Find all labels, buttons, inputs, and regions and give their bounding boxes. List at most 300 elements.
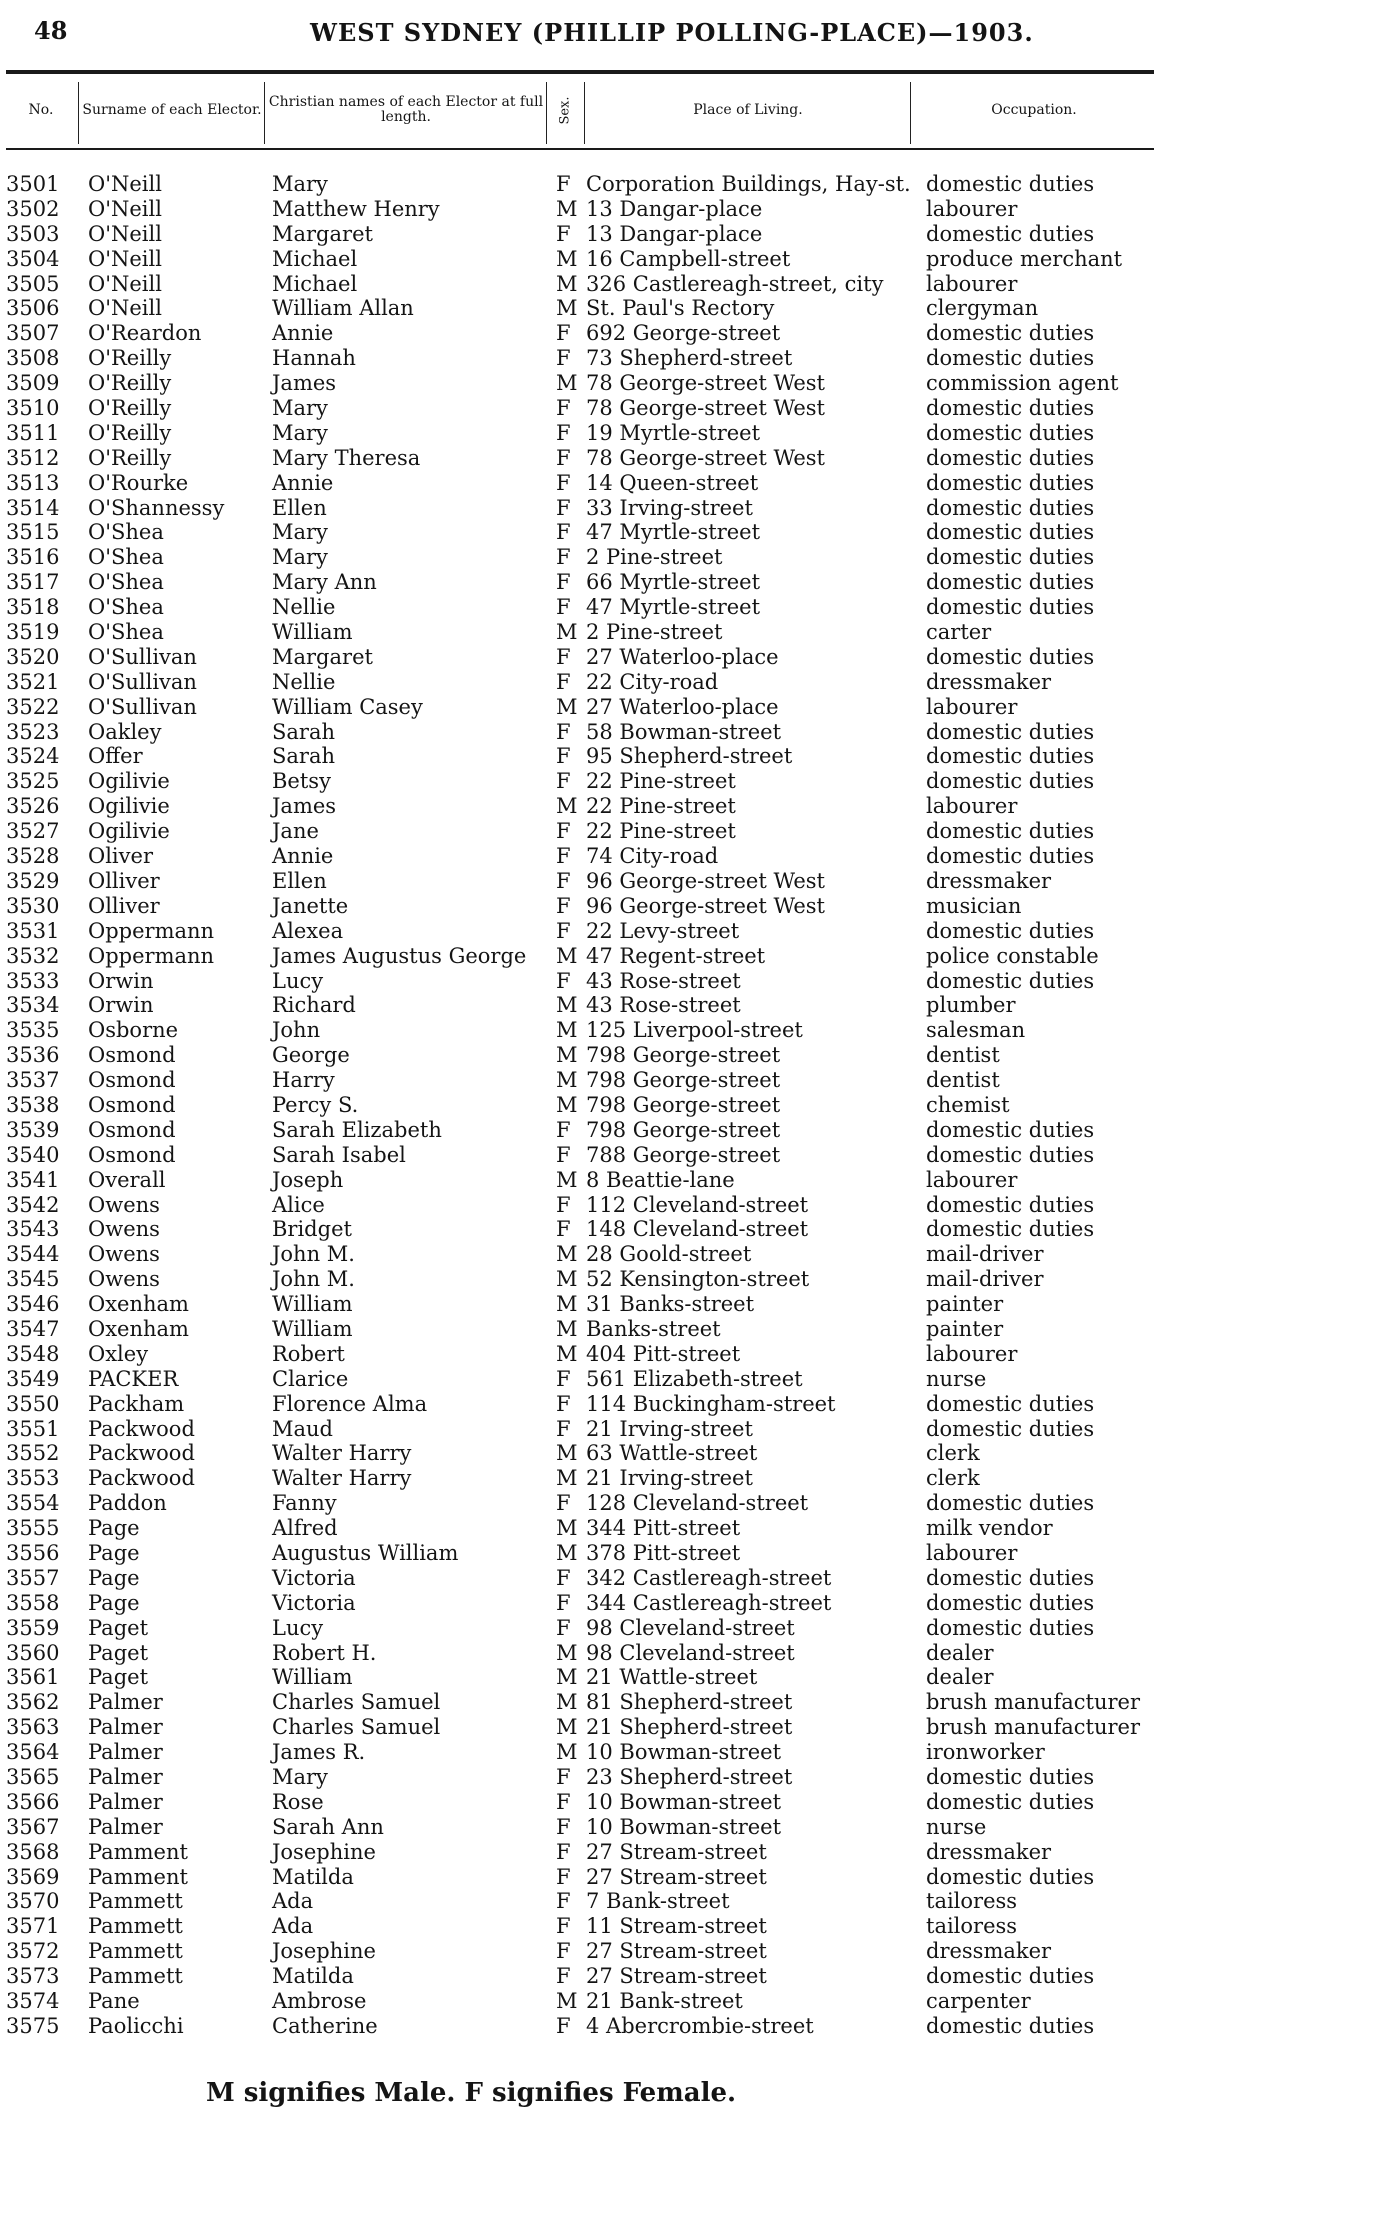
christian-names: Nellie bbox=[272, 669, 336, 694]
christian-names: James R. bbox=[272, 1740, 366, 1765]
table-row bbox=[0, 1541, 1382, 1566]
occupation: tailoress bbox=[926, 1914, 1018, 1939]
sex: M bbox=[556, 993, 578, 1018]
elector-number: 3575 bbox=[6, 2013, 60, 2038]
elector-number: 3502 bbox=[6, 196, 60, 221]
place-of-living: 78 George-street West bbox=[586, 396, 825, 421]
place-of-living: 27 Waterloo-place bbox=[586, 694, 779, 719]
christian-names: Charles Samuel bbox=[272, 1715, 441, 1740]
table-row bbox=[0, 1143, 1382, 1168]
place-of-living: Banks-street bbox=[586, 1316, 721, 1341]
column-divider bbox=[584, 82, 585, 144]
column-divider bbox=[910, 82, 911, 144]
place-of-living: 98 Cleveland-street bbox=[586, 1640, 795, 1665]
sex: M bbox=[556, 246, 578, 271]
surname: Packwood bbox=[88, 1416, 195, 1441]
place-of-living: 13 Dangar-place bbox=[586, 221, 763, 246]
sex: F bbox=[556, 1217, 571, 1242]
occupation: domestic duties bbox=[926, 1491, 1095, 1516]
table-row bbox=[0, 1790, 1382, 1815]
sex: M bbox=[556, 371, 578, 396]
place-of-living: 404 Pitt-street bbox=[586, 1341, 741, 1366]
header-rule-top bbox=[6, 70, 1154, 74]
table-row bbox=[0, 1964, 1382, 1989]
place-of-living: 378 Pitt-street bbox=[586, 1540, 741, 1565]
surname: Owens bbox=[88, 1192, 160, 1217]
table-row bbox=[0, 1392, 1382, 1417]
place-of-living: 22 Pine-street bbox=[586, 794, 736, 819]
place-of-living: 19 Myrtle-street bbox=[586, 420, 761, 445]
place-of-living: 344 Castlereagh-street bbox=[586, 1590, 832, 1615]
surname: O'Shea bbox=[88, 595, 164, 620]
sex: F bbox=[556, 495, 571, 520]
occupation: domestic duties bbox=[926, 321, 1095, 346]
table-row bbox=[0, 1043, 1382, 1068]
surname: Pamment bbox=[88, 1864, 188, 1889]
surname: Pammett bbox=[88, 1964, 183, 1989]
footer-note bbox=[0, 2078, 1382, 2108]
elector-number: 3567 bbox=[6, 1814, 60, 1839]
surname: Offer bbox=[88, 744, 143, 769]
place-of-living: 798 George-street bbox=[586, 1068, 781, 1093]
elector-number: 3536 bbox=[6, 1043, 60, 1068]
surname: Page bbox=[88, 1540, 140, 1565]
occupation: nurse bbox=[926, 1814, 987, 1839]
christian-names: Mary Ann bbox=[272, 570, 377, 595]
place-of-living: 21 Wattle-street bbox=[586, 1665, 758, 1690]
table-row bbox=[0, 1466, 1382, 1491]
surname: Page bbox=[88, 1590, 140, 1615]
place-of-living: 128 Cleveland-street bbox=[586, 1491, 809, 1516]
surname: Palmer bbox=[88, 1765, 163, 1789]
place-of-living: 788 George-street bbox=[586, 1142, 781, 1167]
table-row bbox=[0, 346, 1382, 371]
surname: Ogilivie bbox=[88, 769, 170, 794]
surname: Osmond bbox=[88, 1142, 176, 1167]
christian-names: Walter Harry bbox=[272, 1441, 412, 1466]
place-of-living: 7 Bank-street bbox=[586, 1889, 730, 1914]
surname: Osmond bbox=[88, 1043, 176, 1068]
christian-names: William bbox=[272, 620, 353, 645]
occupation: dealer bbox=[926, 1665, 994, 1690]
table-row bbox=[0, 744, 1382, 769]
elector-number: 3514 bbox=[6, 495, 60, 520]
place-of-living: 78 George-street West bbox=[586, 445, 825, 470]
christian-names: Mary bbox=[272, 172, 328, 196]
surname: Oppermann bbox=[88, 943, 215, 968]
christian-names: Robert bbox=[272, 1341, 345, 1366]
place-of-living: 31 Banks-street bbox=[586, 1292, 755, 1317]
elector-number: 3532 bbox=[6, 943, 60, 968]
christian-names: Lucy bbox=[272, 1615, 324, 1640]
elector-number: 3527 bbox=[6, 819, 60, 844]
occupation: brush manufacturer bbox=[926, 1690, 1140, 1715]
place-of-living: 326 Castlereagh-street, city bbox=[586, 271, 884, 296]
elector-number: 3539 bbox=[6, 1117, 60, 1142]
elector-number: 3572 bbox=[6, 1939, 60, 1964]
elector-number: 3573 bbox=[6, 1964, 60, 1989]
christian-names: Mary bbox=[272, 396, 328, 421]
occupation: domestic duties bbox=[926, 595, 1095, 620]
christian-names: Hannah bbox=[272, 346, 356, 371]
table-row bbox=[0, 595, 1382, 620]
sex: M bbox=[556, 1316, 578, 1341]
place-of-living: 22 Pine-street bbox=[586, 819, 736, 844]
occupation: labourer bbox=[926, 271, 1018, 296]
christian-names: Margaret bbox=[272, 644, 373, 669]
surname: Owens bbox=[88, 1267, 160, 1292]
table-row bbox=[0, 1740, 1382, 1765]
place-of-living: 47 Myrtle-street bbox=[586, 520, 761, 545]
place-of-living: 52 Kensington-street bbox=[586, 1267, 810, 1292]
occupation: milk vendor bbox=[926, 1516, 1053, 1541]
surname: Palmer bbox=[88, 1715, 163, 1740]
table-row bbox=[0, 1068, 1382, 1093]
sex: F bbox=[556, 172, 571, 196]
elector-number: 3531 bbox=[6, 918, 60, 943]
occupation: domestic duties bbox=[926, 495, 1095, 520]
place-of-living: 22 Pine-street bbox=[586, 769, 736, 794]
occupation: domestic duties bbox=[926, 1117, 1095, 1142]
occupation: produce merchant bbox=[926, 246, 1123, 271]
occupation: domestic duties bbox=[926, 346, 1095, 371]
occupation: painter bbox=[926, 1292, 1004, 1317]
occupation: commission agent bbox=[926, 371, 1119, 396]
christian-names: Joseph bbox=[272, 1167, 344, 1192]
surname: Paget bbox=[88, 1640, 149, 1665]
occupation: labourer bbox=[926, 1341, 1018, 1366]
christian-names: Margaret bbox=[272, 221, 373, 246]
sex: F bbox=[556, 644, 571, 669]
christian-names: William bbox=[272, 1316, 353, 1341]
elector-number: 3534 bbox=[6, 993, 60, 1018]
sex: F bbox=[556, 819, 571, 844]
place-of-living: 148 Cleveland-street bbox=[586, 1217, 809, 1242]
christian-names: Sarah bbox=[272, 719, 335, 744]
surname: O'Reilly bbox=[88, 445, 172, 470]
table-row bbox=[0, 695, 1382, 720]
table-row bbox=[0, 272, 1382, 297]
sex: M bbox=[556, 1242, 578, 1267]
sex: F bbox=[556, 1839, 571, 1864]
surname: O'Shea bbox=[88, 570, 164, 595]
elector-number: 3516 bbox=[6, 545, 60, 570]
surname: Page bbox=[88, 1516, 140, 1541]
occupation: domestic duties bbox=[926, 2013, 1095, 2038]
surname: O'Reilly bbox=[88, 420, 172, 445]
place-of-living: 63 Wattle-street bbox=[586, 1441, 758, 1466]
sex: F bbox=[556, 420, 571, 445]
christian-names: Augustus William bbox=[272, 1540, 459, 1565]
column-divider bbox=[78, 82, 79, 144]
table-row bbox=[0, 1217, 1382, 1242]
surname: O'Neill bbox=[88, 196, 162, 221]
column-headers bbox=[6, 76, 1154, 144]
christian-names: Harry bbox=[272, 1068, 335, 1093]
place-of-living: 21 Shepherd-street bbox=[586, 1715, 793, 1740]
elector-number: 3566 bbox=[6, 1789, 60, 1814]
surname: Oxenham bbox=[88, 1316, 189, 1341]
table-row bbox=[0, 1665, 1382, 1690]
sex: F bbox=[556, 1391, 571, 1416]
sex: M bbox=[556, 271, 578, 296]
sex: F bbox=[556, 893, 571, 918]
table-row bbox=[0, 919, 1382, 944]
table-row bbox=[0, 1989, 1382, 2014]
sex: F bbox=[556, 470, 571, 495]
column-header-surname: Surname of each Elector. bbox=[82, 101, 262, 118]
christian-names: Matilda bbox=[272, 1964, 354, 1989]
surname: Paget bbox=[88, 1665, 149, 1690]
elector-number: 3526 bbox=[6, 794, 60, 819]
surname: Pamment bbox=[88, 1839, 188, 1864]
occupation: domestic duties bbox=[926, 396, 1095, 421]
place-of-living: 66 Myrtle-street bbox=[586, 570, 761, 595]
christian-names: Janette bbox=[272, 893, 349, 918]
elector-number: 3511 bbox=[6, 420, 60, 445]
occupation: domestic duties bbox=[926, 1565, 1095, 1590]
surname: O'Neill bbox=[88, 221, 162, 246]
elector-number: 3574 bbox=[6, 1989, 60, 2014]
elector-number: 3501 bbox=[6, 172, 60, 196]
surname: O'Sullivan bbox=[88, 694, 197, 719]
sex: M bbox=[556, 1441, 578, 1466]
surname: Owens bbox=[88, 1217, 160, 1242]
elector-number: 3525 bbox=[6, 769, 60, 794]
place-of-living: 98 Cleveland-street bbox=[586, 1615, 795, 1640]
sex: F bbox=[556, 595, 571, 620]
table-row bbox=[0, 421, 1382, 446]
christian-names: Matthew Henry bbox=[272, 196, 440, 221]
sex: F bbox=[556, 918, 571, 943]
surname: O'Neill bbox=[88, 296, 162, 321]
sex: F bbox=[556, 1939, 571, 1964]
christian-names: Bridget bbox=[272, 1217, 352, 1242]
table-row bbox=[0, 969, 1382, 994]
surname: O'Neill bbox=[88, 246, 162, 271]
table-row bbox=[0, 1641, 1382, 1666]
sex: F bbox=[556, 1765, 571, 1789]
surname: Ogilivie bbox=[88, 819, 170, 844]
surname: Palmer bbox=[88, 1690, 163, 1715]
christian-names: John M. bbox=[272, 1242, 355, 1267]
table-row bbox=[0, 1317, 1382, 1342]
occupation: labourer bbox=[926, 1167, 1018, 1192]
surname: Pammett bbox=[88, 1914, 183, 1939]
sex: M bbox=[556, 1989, 578, 2014]
sex: F bbox=[556, 1914, 571, 1939]
table-row bbox=[0, 1441, 1382, 1466]
surname: Palmer bbox=[88, 1740, 163, 1765]
occupation: domestic duties bbox=[926, 221, 1095, 246]
sex: F bbox=[556, 844, 571, 869]
surname: Overall bbox=[88, 1167, 166, 1192]
column-header-sex bbox=[548, 76, 582, 144]
table-row bbox=[0, 1168, 1382, 1193]
christian-names: Mary bbox=[272, 520, 328, 545]
christian-names: Ada bbox=[272, 1889, 314, 1914]
place-of-living: 58 Bowman-street bbox=[586, 719, 782, 744]
elector-number: 3561 bbox=[6, 1665, 60, 1690]
place-of-living: 22 City-road bbox=[586, 669, 719, 694]
christian-names: Fanny bbox=[272, 1491, 337, 1516]
elector-number: 3515 bbox=[6, 520, 60, 545]
occupation: dressmaker bbox=[926, 669, 1052, 694]
surname: Palmer bbox=[88, 1789, 163, 1814]
place-of-living: 23 Shepherd-street bbox=[586, 1765, 793, 1789]
christian-names: Florence Alma bbox=[272, 1391, 428, 1416]
occupation: domestic duties bbox=[926, 1416, 1095, 1441]
sex: M bbox=[556, 1068, 578, 1093]
table-row bbox=[0, 1292, 1382, 1317]
occupation: domestic duties bbox=[926, 470, 1095, 495]
elector-number: 3512 bbox=[6, 445, 60, 470]
occupation: dressmaker bbox=[926, 868, 1052, 893]
elector-number: 3520 bbox=[6, 644, 60, 669]
place-of-living: 798 George-street bbox=[586, 1043, 781, 1068]
elector-number: 3551 bbox=[6, 1416, 60, 1441]
place-of-living: Corporation Buildings, Hay-st. bbox=[586, 172, 911, 196]
christian-names: Annie bbox=[272, 844, 334, 869]
christian-names: Matilda bbox=[272, 1864, 354, 1889]
elector-number: 3547 bbox=[6, 1316, 60, 1341]
occupation: brush manufacturer bbox=[926, 1715, 1140, 1740]
table-row bbox=[0, 1914, 1382, 1939]
sex: M bbox=[556, 1640, 578, 1665]
occupation: carpenter bbox=[926, 1989, 1031, 2014]
christian-names: James Augustus George bbox=[272, 943, 527, 968]
place-of-living: 125 Liverpool-street bbox=[586, 1018, 803, 1043]
elector-number: 3535 bbox=[6, 1018, 60, 1043]
sex: M bbox=[556, 1018, 578, 1043]
occupation: labourer bbox=[926, 1540, 1018, 1565]
place-of-living: 43 Rose-street bbox=[586, 993, 741, 1018]
place-of-living: 33 Irving-street bbox=[586, 495, 753, 520]
table-row bbox=[0, 545, 1382, 570]
christian-names: William Casey bbox=[272, 694, 423, 719]
christian-names: Charles Samuel bbox=[272, 1690, 441, 1715]
table-row bbox=[0, 869, 1382, 894]
surname: O'Neill bbox=[88, 172, 162, 196]
occupation: dressmaker bbox=[926, 1839, 1052, 1864]
table-row bbox=[0, 197, 1382, 222]
table-row bbox=[0, 1889, 1382, 1914]
sex: F bbox=[556, 968, 571, 993]
elector-number: 3557 bbox=[6, 1565, 60, 1590]
table-row bbox=[0, 296, 1382, 321]
elector-number: 3555 bbox=[6, 1516, 60, 1541]
page-header bbox=[0, 12, 1382, 52]
occupation: domestic duties bbox=[926, 968, 1095, 993]
occupation: domestic duties bbox=[926, 844, 1095, 869]
occupation: domestic duties bbox=[926, 520, 1095, 545]
sex: F bbox=[556, 346, 571, 371]
occupation: plumber bbox=[926, 993, 1016, 1018]
christian-names: William bbox=[272, 1665, 353, 1690]
sex-legend: M signifies Male. F signifies Female. bbox=[205, 2078, 737, 2108]
table-row bbox=[0, 794, 1382, 819]
surname: Oakley bbox=[88, 719, 162, 744]
sex: F bbox=[556, 221, 571, 246]
place-of-living: 114 Buckingham-street bbox=[586, 1391, 836, 1416]
occupation: domestic duties bbox=[926, 1142, 1095, 1167]
place-of-living: 14 Queen-street bbox=[586, 470, 759, 495]
elector-number: 3545 bbox=[6, 1267, 60, 1292]
occupation: domestic duties bbox=[926, 1217, 1095, 1242]
christian-names: Rose bbox=[272, 1789, 324, 1814]
sex: F bbox=[556, 868, 571, 893]
place-of-living: 112 Cleveland-street bbox=[586, 1192, 809, 1217]
elector-number: 3548 bbox=[6, 1341, 60, 1366]
occupation: carter bbox=[926, 620, 992, 645]
christian-names: Mary Theresa bbox=[272, 445, 421, 470]
column-header-sex-label: Sex. bbox=[557, 95, 573, 125]
christian-names: Mary bbox=[272, 420, 328, 445]
sex: M bbox=[556, 1341, 578, 1366]
page-number: 48 bbox=[34, 16, 68, 45]
sex: F bbox=[556, 396, 571, 421]
occupation: domestic duties bbox=[926, 1864, 1095, 1889]
place-of-living: 96 George-street West bbox=[586, 868, 825, 893]
christian-names: Josephine bbox=[272, 1839, 376, 1864]
elector-number: 3506 bbox=[6, 296, 60, 321]
occupation: domestic duties bbox=[926, 1964, 1095, 1989]
sex: M bbox=[556, 1092, 578, 1117]
place-of-living: 81 Shepherd-street bbox=[586, 1690, 793, 1715]
christian-names: Mary bbox=[272, 545, 328, 570]
christian-names: Alexea bbox=[272, 918, 344, 943]
surname: Page bbox=[88, 1565, 140, 1590]
elector-number: 3554 bbox=[6, 1491, 60, 1516]
sex: M bbox=[556, 196, 578, 221]
surname: Osmond bbox=[88, 1092, 176, 1117]
place-of-living: 47 Regent-street bbox=[586, 943, 766, 968]
place-of-living: 11 Stream-street bbox=[586, 1914, 767, 1939]
elector-number: 3529 bbox=[6, 868, 60, 893]
table-row bbox=[0, 1193, 1382, 1218]
christian-names: Nellie bbox=[272, 595, 336, 620]
sex: M bbox=[556, 1715, 578, 1740]
elector-number: 3549 bbox=[6, 1366, 60, 1391]
occupation: dressmaker bbox=[926, 1939, 1052, 1964]
sex: M bbox=[556, 296, 578, 321]
surname: Orwin bbox=[88, 993, 154, 1018]
surname: O'Reilly bbox=[88, 371, 172, 396]
sex: M bbox=[556, 620, 578, 645]
christian-names: Betsy bbox=[272, 769, 331, 794]
place-of-living: 8 Beattie-lane bbox=[586, 1167, 735, 1192]
table-row bbox=[0, 1491, 1382, 1516]
sex: F bbox=[556, 445, 571, 470]
column-header-christian-names: Christian names of each Elector at full length. bbox=[268, 94, 544, 125]
place-of-living: 342 Castlereagh-street bbox=[586, 1565, 832, 1590]
elector-number: 3568 bbox=[6, 1839, 60, 1864]
occupation: labourer bbox=[926, 794, 1018, 819]
occupation: nurse bbox=[926, 1366, 987, 1391]
place-of-living: 2 Pine-street bbox=[586, 620, 723, 645]
table-row bbox=[0, 1616, 1382, 1641]
surname: Palmer bbox=[88, 1814, 163, 1839]
occupation: domestic duties bbox=[926, 819, 1095, 844]
sex: M bbox=[556, 1043, 578, 1068]
surname: O'Reilly bbox=[88, 396, 172, 421]
sex: F bbox=[556, 1590, 571, 1615]
surname: Pammett bbox=[88, 1939, 183, 1964]
sex: M bbox=[556, 1540, 578, 1565]
elector-number: 3521 bbox=[6, 669, 60, 694]
table-row bbox=[0, 1815, 1382, 1840]
table-row bbox=[0, 944, 1382, 969]
